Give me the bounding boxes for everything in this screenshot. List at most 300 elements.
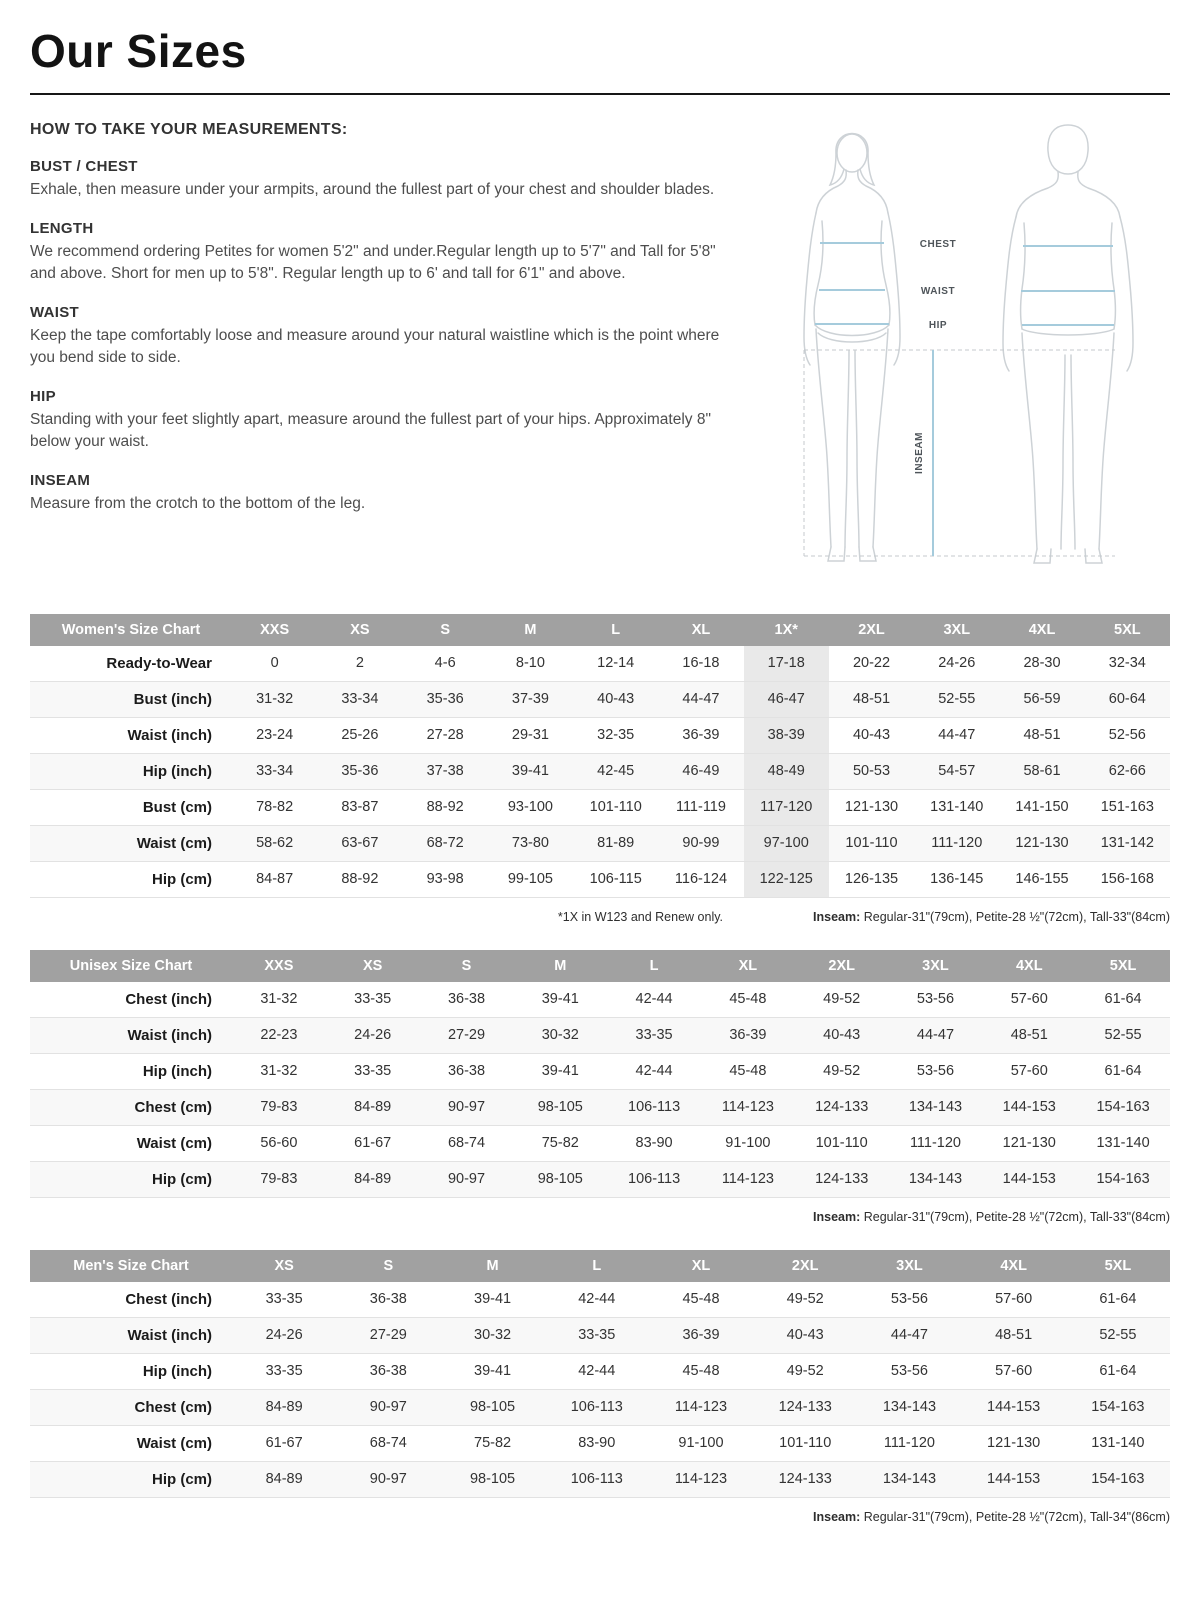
- table-header-row: [30, 614, 1170, 646]
- size-cell: 42-44: [635, 1063, 673, 1080]
- size-cell: 38-39: [744, 717, 829, 753]
- size-column-header: XL: [649, 1250, 753, 1282]
- row-label: Hip (inch): [142, 762, 212, 780]
- size-cell: 49-52: [786, 1363, 824, 1380]
- size-cell: 151-163: [1100, 799, 1154, 816]
- size-column-header: XXS: [232, 950, 326, 982]
- size-cell: 30-32: [474, 1327, 512, 1344]
- row-label: Chest (cm): [134, 1398, 212, 1416]
- row-label: Waist (inch): [127, 1026, 212, 1044]
- one-x-footnote: *1X in W123 and Renew only.: [557, 909, 724, 924]
- mens-size-chart-section: [30, 1250, 1170, 1524]
- row-label: Chest (inch): [125, 1290, 212, 1308]
- row-label: Bust (inch): [133, 690, 212, 708]
- measurement-section: [30, 472, 742, 515]
- section-body: We recommend ordering Petites for women 5'2" and under.Regular length up to 5'7" and Tall for 5'8" and above. Short for men up to 5'8". Regular length up to 6' and tall for 6'1" and above.: [30, 242, 716, 282]
- size-cell: 116-124: [674, 871, 728, 888]
- size-cell: 29-31: [511, 727, 549, 744]
- size-cell: 57-60: [1010, 991, 1048, 1008]
- size-cell: 98-105: [469, 1399, 516, 1416]
- size-cell: 35-36: [341, 763, 379, 780]
- size-cell: 4-6: [434, 655, 456, 672]
- measurement-instructions: [30, 119, 742, 515]
- size-cell: 131-140: [930, 799, 984, 816]
- size-cell: 17-18: [744, 646, 829, 682]
- size-cell: 45-48: [729, 991, 767, 1008]
- size-cell: 83-90: [578, 1435, 616, 1452]
- unisex-chart-notes: [30, 1210, 1170, 1224]
- size-cell: 56-59: [1023, 691, 1061, 708]
- size-cell: 22-23: [260, 1027, 298, 1044]
- size-cell: 12-14: [597, 655, 635, 672]
- size-column-header: 2XL: [753, 1250, 857, 1282]
- size-cell: 39-41: [541, 1063, 579, 1080]
- size-cell: 36-38: [447, 991, 486, 1008]
- size-cell: 99-105: [507, 871, 553, 888]
- inseam-footnote-label: Inseam:: [813, 909, 861, 924]
- size-cell: 131-140: [1096, 1135, 1150, 1152]
- table-title: Women's Size Chart: [30, 614, 232, 646]
- inseam-footnote-label: Inseam:: [813, 1509, 861, 1524]
- size-cell: 154-163: [1096, 1099, 1150, 1116]
- row-label: Chest (inch): [125, 990, 212, 1008]
- size-cell: 79-83: [260, 1099, 298, 1116]
- size-cell: 61-64: [1104, 991, 1142, 1008]
- size-cell: 62-66: [1108, 763, 1146, 780]
- size-cell: 117-120: [744, 789, 829, 825]
- size-charts: [30, 614, 1170, 1524]
- size-cell: 68-72: [426, 835, 464, 852]
- table-row: [30, 753, 1170, 789]
- size-cell: 60-64: [1108, 691, 1146, 708]
- size-cell: 50-53: [852, 763, 891, 780]
- size-cell: 48-49: [744, 753, 829, 789]
- size-cell: 88-92: [341, 871, 379, 888]
- size-cell: 23-24: [256, 727, 294, 744]
- table-title: Men's Size Chart: [30, 1250, 232, 1282]
- size-cell: 42-45: [597, 763, 635, 780]
- section-body: Exhale, then measure under your armpits, around the fullest part of your chest and shoulder blades.: [30, 180, 715, 198]
- size-column-header: 4XL: [982, 950, 1076, 982]
- size-cell: 154-163: [1091, 1399, 1145, 1416]
- size-cell: 44-47: [916, 1027, 955, 1044]
- row-label: Hip (inch): [142, 1362, 212, 1380]
- size-cell: 61-64: [1104, 1063, 1142, 1080]
- size-column-header: XL: [658, 614, 743, 646]
- title-divider: [30, 93, 1170, 95]
- size-cell: 98-105: [469, 1471, 516, 1488]
- size-cell: 53-56: [916, 1063, 955, 1080]
- section-heading: INSEAM: [30, 471, 91, 489]
- size-cell: 8-10: [515, 655, 545, 672]
- table-header-row: [30, 1250, 1170, 1282]
- size-column-header: XS: [317, 614, 402, 646]
- section-heading: LENGTH: [30, 219, 94, 237]
- inseam-label: INSEAM: [914, 431, 925, 474]
- size-column-header: L: [607, 950, 701, 982]
- size-cell: 33-35: [635, 1027, 673, 1044]
- size-cell: 84-89: [265, 1471, 303, 1488]
- table-header-row: [30, 950, 1170, 982]
- measurement-lines: [815, 243, 1115, 556]
- page-title: Our Sizes: [30, 25, 247, 77]
- size-cell: 33-35: [354, 1063, 392, 1080]
- section-heading: HIP: [30, 387, 56, 405]
- size-cell: 36-38: [447, 1063, 486, 1080]
- size-cell: 45-48: [682, 1363, 720, 1380]
- size-column-header: 2XL: [795, 950, 889, 982]
- size-cell: 32-34: [1108, 655, 1146, 672]
- size-cell: 28-30: [1023, 655, 1061, 672]
- size-cell: 144-153: [987, 1471, 1041, 1488]
- diagram-labels: [914, 239, 956, 474]
- size-cell: 106-115: [589, 871, 642, 888]
- size-cell: 24-26: [265, 1327, 303, 1344]
- size-cell: 61-67: [354, 1135, 392, 1152]
- size-cell: 33-35: [354, 991, 392, 1008]
- womens-inseam-footnote: [813, 910, 1170, 924]
- size-cell: 49-52: [823, 1063, 861, 1080]
- section-heading: WAIST: [30, 303, 79, 321]
- size-cell: 30-32: [541, 1027, 579, 1044]
- size-cell: 31-32: [260, 991, 298, 1008]
- inseam-footnote-text: Regular-31"(79cm), Petite-28 ½"(72cm), Tall-33"(84cm): [860, 1209, 1170, 1224]
- measurement-section: [30, 304, 742, 369]
- size-column-header: 1X*: [744, 614, 829, 646]
- size-cell: 42-44: [578, 1291, 616, 1308]
- size-cell: 46-47: [744, 681, 829, 717]
- size-cell: 134-143: [882, 1471, 937, 1488]
- unisex-size-chart-table: [30, 950, 1170, 1198]
- size-column-header: 3XL: [914, 614, 999, 646]
- size-cell: 83-90: [635, 1135, 673, 1152]
- size-cell: 131-140: [1091, 1435, 1145, 1452]
- size-cell: 97-100: [744, 825, 829, 861]
- chest-label: CHEST: [919, 238, 957, 250]
- size-cell: 88-92: [426, 799, 464, 816]
- size-cell: 156-168: [1100, 871, 1154, 888]
- size-cell: 90-97: [369, 1471, 407, 1488]
- size-cell: 106-113: [570, 1471, 623, 1488]
- size-cell: 93-100: [507, 799, 553, 816]
- table-row: [30, 1425, 1170, 1461]
- size-cell: 144-153: [987, 1399, 1041, 1416]
- inseam-guide-lines: [804, 350, 1115, 556]
- size-cell: 27-28: [426, 727, 464, 744]
- size-cell: 42-44: [635, 991, 673, 1008]
- size-cell: 141-150: [1015, 799, 1069, 816]
- size-column-header: XL: [701, 950, 795, 982]
- table-row: [30, 1317, 1170, 1353]
- size-cell: 36-38: [369, 1291, 407, 1308]
- size-cell: 35-36: [426, 691, 464, 708]
- mens-inseam-footnote: [813, 1510, 1170, 1524]
- size-cell: 91-100: [725, 1135, 771, 1152]
- size-cell: 52-56: [1108, 727, 1146, 744]
- size-cell: 0: [270, 655, 279, 672]
- inseam-footnote-label: Inseam:: [813, 1209, 861, 1224]
- size-cell: 73-80: [511, 835, 549, 852]
- table-row: [30, 1353, 1170, 1389]
- size-column-header: XXS: [232, 614, 317, 646]
- size-cell: 24-26: [938, 655, 976, 672]
- size-cell: 84-89: [265, 1399, 303, 1416]
- size-cell: 32-35: [597, 727, 635, 744]
- size-cell: 90-97: [447, 1099, 486, 1116]
- measurement-section: [30, 158, 742, 201]
- size-cell: 53-56: [890, 1363, 928, 1380]
- size-cell: 98-105: [537, 1171, 583, 1188]
- size-cell: 37-38: [426, 763, 464, 780]
- size-cell: 106-113: [628, 1171, 681, 1188]
- row-label: Waist (cm): [136, 1134, 212, 1152]
- size-cell: 40-43: [823, 1027, 861, 1044]
- size-column-header: XS: [326, 950, 420, 982]
- size-cell: 111-120: [883, 1435, 935, 1452]
- size-cell: 68-74: [369, 1435, 407, 1452]
- section-body: Measure from the crotch to the bottom of the leg.: [30, 494, 366, 512]
- row-label: Waist (inch): [127, 726, 212, 744]
- table-row: [30, 825, 1170, 861]
- size-cell: 46-49: [682, 763, 720, 780]
- size-cell: 121-130: [1015, 835, 1069, 852]
- size-cell: 124-133: [778, 1471, 832, 1488]
- size-cell: 90-99: [682, 835, 720, 852]
- woman-figure: [804, 133, 900, 561]
- table-row: [30, 1161, 1170, 1197]
- size-cell: 27-29: [369, 1327, 407, 1344]
- size-cell: 39-41: [474, 1291, 512, 1308]
- size-cell: 81-89: [597, 835, 635, 852]
- row-label: Chest (cm): [134, 1098, 212, 1116]
- size-cell: 57-60: [1010, 1063, 1048, 1080]
- size-cell: 24-26: [354, 1027, 392, 1044]
- unisex-inseam-footnote: [813, 1210, 1170, 1224]
- row-label: Hip (cm): [152, 870, 212, 888]
- size-cell: 33-35: [265, 1363, 303, 1380]
- row-label: Bust (cm): [142, 798, 212, 816]
- size-cell: 40-43: [597, 691, 635, 708]
- row-label: Hip (cm): [152, 1470, 212, 1488]
- size-column-header: M: [488, 614, 573, 646]
- size-cell: 121-130: [844, 799, 899, 816]
- size-cell: 33-34: [256, 763, 294, 780]
- size-cell: 75-82: [474, 1435, 512, 1452]
- size-cell: 126-135: [844, 871, 899, 888]
- size-cell: 36-38: [369, 1363, 407, 1380]
- size-cell: 106-113: [570, 1399, 623, 1416]
- size-column-header: S: [420, 950, 514, 982]
- size-column-header: M: [440, 1250, 544, 1282]
- size-cell: 122-125: [744, 861, 829, 897]
- table-row: [30, 1089, 1170, 1125]
- size-cell: 111-120: [909, 1135, 961, 1152]
- section-body: Keep the tape comfortably loose and measure around your natural waistline which is the point where you bend side to side.: [30, 326, 720, 366]
- size-column-header: M: [513, 950, 607, 982]
- womens-chart-notes: [30, 910, 1170, 924]
- size-cell: 124-133: [778, 1399, 832, 1416]
- measurement-sections: [30, 158, 742, 515]
- size-cell: 31-32: [256, 691, 294, 708]
- table-row: [30, 789, 1170, 825]
- size-column-header: 4XL: [962, 1250, 1066, 1282]
- size-cell: 114-123: [674, 1471, 728, 1488]
- size-cell: 56-60: [260, 1135, 298, 1152]
- size-cell: 27-29: [447, 1027, 486, 1044]
- size-column-header: 5XL: [1066, 1250, 1170, 1282]
- size-cell: 31-32: [260, 1063, 298, 1080]
- size-column-header: L: [545, 1250, 649, 1282]
- row-label: Waist (cm): [136, 834, 212, 852]
- size-column-header: S: [403, 614, 488, 646]
- size-cell: 111-120: [931, 835, 983, 852]
- size-column-header: 5XL: [1076, 950, 1170, 982]
- size-cell: 39-41: [511, 763, 549, 780]
- table-row: [30, 681, 1170, 717]
- size-cell: 25-26: [341, 727, 379, 744]
- table-row: [30, 1461, 1170, 1497]
- size-cell: 93-98: [426, 871, 464, 888]
- table-row: [30, 1389, 1170, 1425]
- size-cell: 16-18: [682, 655, 720, 672]
- size-cell: 114-123: [721, 1099, 774, 1116]
- size-cell: 39-41: [474, 1363, 512, 1380]
- size-cell: 61-67: [265, 1435, 303, 1452]
- size-cell: 136-145: [930, 871, 984, 888]
- size-cell: 61-64: [1099, 1291, 1137, 1308]
- row-label: Hip (inch): [142, 1062, 212, 1080]
- size-cell: 144-153: [1002, 1171, 1056, 1188]
- size-cell: 36-39: [682, 727, 720, 744]
- size-cell: 61-64: [1099, 1363, 1137, 1380]
- size-cell: 124-133: [815, 1171, 869, 1188]
- size-cell: 63-67: [341, 835, 379, 852]
- size-cell: 57-60: [995, 1363, 1033, 1380]
- row-label: Hip (cm): [152, 1170, 212, 1188]
- table-row: [30, 1125, 1170, 1161]
- inseam-footnote-text: Regular-31"(79cm), Petite-28 ½"(72cm), Tall-33"(84cm): [860, 909, 1170, 924]
- table-row: [30, 1053, 1170, 1089]
- size-column-header: 4XL: [999, 614, 1084, 646]
- size-cell: 40-43: [852, 727, 891, 744]
- measurement-section: [30, 220, 742, 285]
- table-row: [30, 1282, 1170, 1318]
- size-cell: 52-55: [1099, 1327, 1137, 1344]
- size-cell: 111-119: [675, 799, 726, 816]
- size-cell: 121-130: [1002, 1135, 1056, 1152]
- inseam-footnote-text: Regular-31"(79cm), Petite-28 ½"(72cm), Tall-34"(86cm): [860, 1509, 1170, 1524]
- hip-label: HIP: [928, 319, 948, 331]
- size-cell: 101-110: [845, 835, 898, 852]
- table-row: [30, 717, 1170, 753]
- size-cell: 52-55: [938, 691, 976, 708]
- row-label: Waist (cm): [136, 1434, 212, 1452]
- size-cell: 106-113: [628, 1099, 681, 1116]
- size-column-header: XS: [232, 1250, 336, 1282]
- size-cell: 68-74: [447, 1135, 486, 1152]
- size-cell: 44-47: [890, 1327, 928, 1344]
- measurements-heading: HOW TO TAKE YOUR MEASUREMENTS:: [30, 120, 348, 138]
- unisex-size-chart-section: [30, 950, 1170, 1224]
- section-heading: BUST / CHEST: [30, 157, 138, 175]
- size-cell: 101-110: [589, 799, 642, 816]
- size-cell: 37-39: [511, 691, 549, 708]
- size-cell: 20-22: [852, 655, 891, 672]
- size-cell: 90-97: [447, 1171, 486, 1188]
- size-cell: 78-82: [256, 799, 294, 816]
- measurement-guide: [30, 119, 1170, 576]
- size-cell: 2: [355, 655, 364, 672]
- size-cell: 154-163: [1091, 1471, 1145, 1488]
- size-cell: 33-35: [578, 1327, 616, 1344]
- size-cell: 48-51: [995, 1327, 1033, 1344]
- womens-size-chart-section: [30, 614, 1170, 924]
- size-cell: 53-56: [890, 1291, 928, 1308]
- size-column-header: 3XL: [889, 950, 983, 982]
- size-cell: 36-39: [682, 1327, 720, 1344]
- size-cell: 39-41: [541, 991, 579, 1008]
- womens-size-chart-table: [30, 614, 1170, 898]
- waist-label: WAIST: [920, 285, 956, 297]
- size-cell: 79-83: [260, 1171, 298, 1188]
- size-cell: 49-52: [823, 991, 861, 1008]
- size-cell: 124-133: [815, 1099, 869, 1116]
- size-cell: 98-105: [537, 1099, 583, 1116]
- size-cell: 134-143: [908, 1099, 963, 1116]
- size-cell: 84-87: [256, 871, 294, 888]
- table-row: [30, 1017, 1170, 1053]
- body-measurement-illustration: [770, 113, 1170, 571]
- size-column-header: 3XL: [857, 1250, 961, 1282]
- size-cell: 144-153: [1002, 1099, 1056, 1116]
- size-cell: 44-47: [938, 727, 976, 744]
- size-cell: 49-52: [786, 1291, 824, 1308]
- size-cell: 84-89: [354, 1171, 392, 1188]
- size-cell: 90-97: [369, 1399, 407, 1416]
- size-cell: 33-34: [341, 691, 379, 708]
- section-body: Standing with your feet slightly apart, measure around the fullest part of your hips. Approximately 8" below your waist.: [30, 410, 711, 450]
- size-cell: 114-123: [721, 1171, 774, 1188]
- table-row: [30, 982, 1170, 1018]
- size-column-header: 5XL: [1085, 614, 1170, 646]
- mens-size-chart-table: [30, 1250, 1170, 1498]
- size-cell: 75-82: [541, 1135, 579, 1152]
- size-column-header: S: [336, 1250, 440, 1282]
- size-cell: 83-87: [341, 799, 379, 816]
- size-column-header: L: [573, 614, 658, 646]
- measurement-section: [30, 388, 742, 453]
- size-cell: 40-43: [786, 1327, 824, 1344]
- size-cell: 101-110: [815, 1135, 868, 1152]
- row-label: Ready-to-Wear: [106, 654, 212, 672]
- size-cell: 52-55: [1104, 1027, 1142, 1044]
- size-cell: 101-110: [779, 1435, 832, 1452]
- size-cell: 91-100: [678, 1435, 724, 1452]
- size-cell: 114-123: [674, 1399, 728, 1416]
- size-cell: 58-61: [1023, 763, 1061, 780]
- size-cell: 53-56: [916, 991, 955, 1008]
- size-cell: 44-47: [682, 691, 720, 708]
- size-cell: 58-62: [256, 835, 294, 852]
- size-cell: 154-163: [1096, 1171, 1150, 1188]
- size-cell: 45-48: [682, 1291, 720, 1308]
- size-cell: 57-60: [995, 1291, 1033, 1308]
- size-cell: 36-39: [729, 1027, 767, 1044]
- size-cell: 48-51: [1010, 1027, 1048, 1044]
- size-cell: 45-48: [729, 1063, 767, 1080]
- size-cell: 134-143: [908, 1171, 963, 1188]
- size-cell: 48-51: [1023, 727, 1061, 744]
